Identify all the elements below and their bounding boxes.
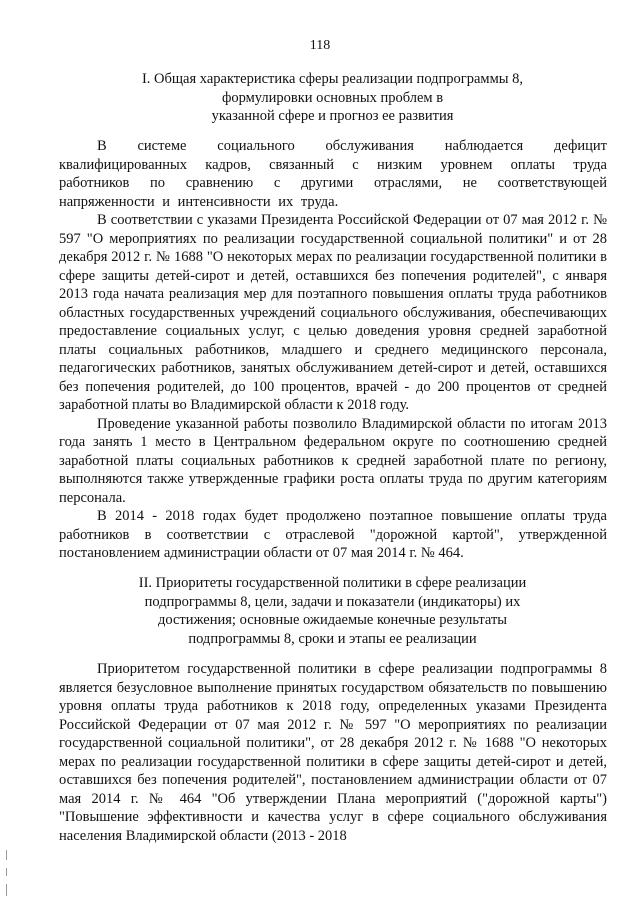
paragraph: Приоритетом государственной политики в сфере реализации подпрограммы 8 является безусловное выполнение принятых государством обязательств по повышению уровня оплаты труда работников к 2018 году, определенных указами Президента Российской Федерации от 07 мая 2012 г. № 597 "О мероприятиях по реализации государственной социальной политики", от 28 декабря 2012 г. № 1688 "О некоторых мерах по реализации государственной политики в сфере защиты детей-сирот и детей, оставшихся без попечения родителей", постановлением администрации области от 07 мая 2014 г. № 464 "Об утверждении Плана мероприятий ("дорожной карты") "Повышение эффективности и качества услуг в сфере социального обслуживания населения Владимирской области (2013 - 2018 [59, 661, 607, 844]
paragraph: В системе социального обслуживания наблюдается дефицит квалифицированных кадров, связанный с низким уровнем оплаты труда работников по сравнению с другими отраслями, не соответствующей напряженности и интенсивности их труда. [59, 138, 607, 210]
section-1-heading-line: формулировки основных проблем в [221, 89, 444, 106]
section-2-heading [60, 574, 605, 648]
paragraph: Проведение указанной работы позволило Владимирской области по итогам 2013 года занять 1 место в Центральном федеральном округе по соотношению средней заработной платы социальных работников к средней заработной плате по региону, выполняются также утвержденные графики роста оплаты труда по другим категориям персонала. [59, 415, 607, 506]
section-1-heading [60, 70, 605, 126]
section-2-body [59, 660, 607, 845]
section-2-heading-line: II. Приоритеты государственной политики в сфере реализации [138, 575, 527, 591]
section-1-heading-line: указанной сфере и прогноз ее развития [211, 108, 454, 125]
page-number: 118 [309, 38, 331, 53]
scan-margin-mark [6, 868, 7, 876]
paragraph: В 2014 - 2018 годах будет продолжено поэтапное повышение оплаты труда работников в соответствии с отраслевой "дорожной картой", утвержденной постановлением администрации области от 07 мая 2014 г. № 464. [59, 508, 607, 561]
scan-margin-mark [6, 884, 7, 896]
section-2-heading-line: подпрограммы 8, цели, задачи и показатели (индикаторы) их [144, 593, 521, 610]
section-1-heading-line: I. Общая характеристика сферы реализации подпрограммы 8, [141, 71, 524, 87]
section-2-heading-line: достижения; основные ожидаемые конечные результаты [157, 612, 508, 629]
section-1-body [59, 137, 607, 563]
paragraph: В соответствии с указами Президента Российской Федерации от 07 мая 2012 г. № 597 "О мероприятиях по реализации государственной социальной политики" и от 28 декабря 2012 г. № 1688 "О некоторых мерах по реализации государственной политики в сфере защиты детей-сирот и детей, оставшихся без попечения родителей", с января 2013 года начата реализация мер для поэтапного повышения оплаты труда работников областных государственных учреждений социального обслуживания, обеспечивающих предоставление социальных услуг, с целью доведения уровня средней заработной платы социальных работников, младшего и среднего медицинского персонала, педагогических работников, занятых обслуживанием детей-сирот и детей, оставшихся без попечения родителей, до 100 процентов, врачей - до 200 процентов от средней заработной платы во Владимирской области к 2018 году. [59, 212, 607, 413]
section-2-heading-line: подпрограммы 8, сроки и этапы ее реализации [188, 630, 477, 647]
scan-margin-mark [6, 850, 7, 860]
